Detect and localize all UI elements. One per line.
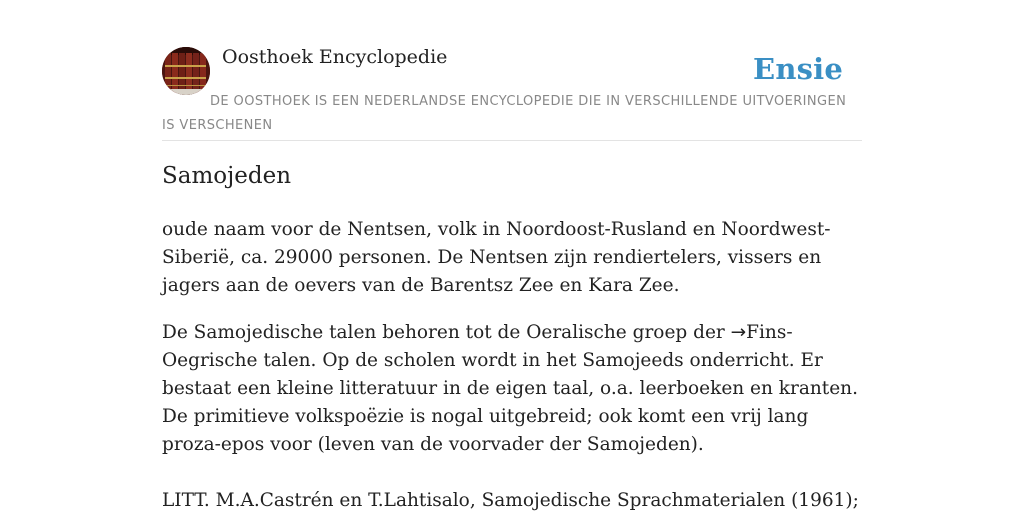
article-paragraph-2 (162, 319, 866, 459)
header (162, 0, 862, 141)
avatar-books-image (162, 47, 210, 95)
brand-logo[interactable]: Ensie (753, 52, 843, 86)
paragraph-2-text-after: talen. Op de scholen wordt in het Samojeeds onderricht. Er bestaat een kleine litteratuur in de eigen taal, o.a. leerboeken en kranten. De primitieve volkspoëzie is nogal uitgebreid; ook komt een vrij lang proza-epos voor (leven van de voorvader der Samojeden). (162, 350, 858, 455)
page (162, 0, 862, 511)
cross-reference-arrow-icon: → (730, 322, 747, 343)
source-tagline: DE OOSTHOEK IS EEN NEDERLANDSE ENCYCLOPEDIE DIE IN VERSCHILLENDE UITVOERINGEN IS VERSCHENEN (162, 94, 847, 133)
paragraph-2-text-before: De Samojedische talen behoren tot de Oeralische groep der (162, 322, 731, 343)
source-title[interactable]: Oosthoek Encyclopedie (222, 46, 448, 68)
encyclopedia-books-icon[interactable] (162, 47, 210, 95)
article-title: Samojeden (162, 163, 292, 189)
cross-reference-link[interactable]: Fins-Oegrische (162, 322, 793, 371)
article-paragraph-1: oude naam voor de Nentsen, volk in Noordoost-Rusland en Noordwest-Siberië, ca. 29000 personen. De Nentsen zijn rendiertelers, vissers en jagers aan de oevers van de Barentsz Zee en Kara Zee. (162, 219, 831, 296)
literature-reference: LITT. M.A.Castrén en T.Lahtisalo, Samojedische Sprachmaterialen (1961); (162, 490, 859, 511)
